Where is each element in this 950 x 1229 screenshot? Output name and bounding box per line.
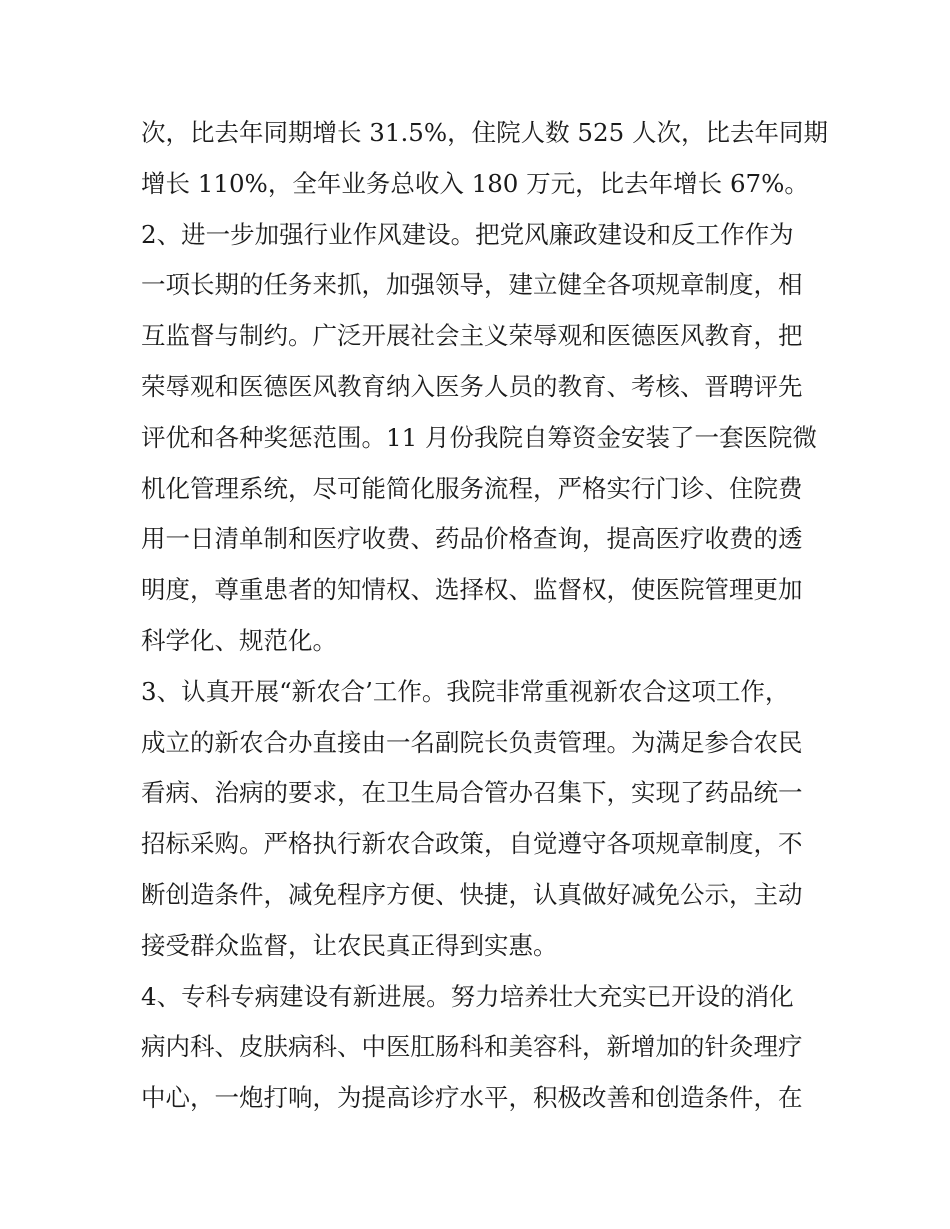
text-line-4: 一项长期的任务来抓，加强领导，建立健全各项规章制度，相 [141,270,803,300]
text-line-19: 病内科、皮肤病科、中医肛肠科和美容科，新增加的针灸理疗 [141,1032,803,1062]
text-line-12: 3、认真开展“新农合’工作。我院非常重视新农合这项工作， [141,676,790,706]
document-body [141,108,828,1124]
text-line-8: 机化管理系统，尽可能简化服务流程，严格实行门诊、住院费 [141,473,803,503]
text-line-6: 荣辱观和医德医风教育纳入医务人员的教育、考核、晋聘评先 [141,371,803,401]
text-line-16: 断创造条件，减免程序方便、快捷，认真做好减免公示，主动 [141,879,803,909]
text-line-3: 2、进一步加强行业作风建设。把党风廉政建设和反工作作为 [141,219,794,249]
text-line-9: 用一日清单制和医疗收费、药品价格查询，提高医疗收费的透 [141,524,803,554]
text-line-10: 明度，尊重患者的知情权、选择权、监督权，使医院管理更加 [141,575,803,605]
text-line-7: 评优和各种奖惩范围。11 月份我院自筹资金安装了一套医院微 [141,422,817,452]
text-line-14: 看病、治病的要求，在卫生局合管办召集下，实现了药品统一 [141,778,803,808]
text-line-17: 接受群众监督，让农民真正得到实惠。 [141,930,558,960]
text-line-11: 科学化、规范化。 [141,625,337,655]
text-line-5: 互监督与制约。广泛开展社会主义荣辱观和医德医风教育，把 [141,321,803,351]
text-line-13: 成立的新农合办直接由一名副院长负责管理。为满足参合农民 [141,727,803,757]
text-line-20: 中心，一炮打响，为提高诊疗水平，积极改善和创造条件，在 [141,1083,803,1113]
text-line-2: 增长 110%，全年业务总收入 180 万元，比去年增长 67%。 [141,168,809,198]
text-line-1: 次，比去年同期增长 31.5%，住院人数 525 人次，比去年同期 [141,118,828,147]
text-line-15: 招标采购。严格执行新农合政策，自觉遵守各项规章制度，不 [141,829,803,859]
text-line-18: 4、专科专病建设有新进展。努力培养壮大充实已开设的消化 [141,981,794,1011]
